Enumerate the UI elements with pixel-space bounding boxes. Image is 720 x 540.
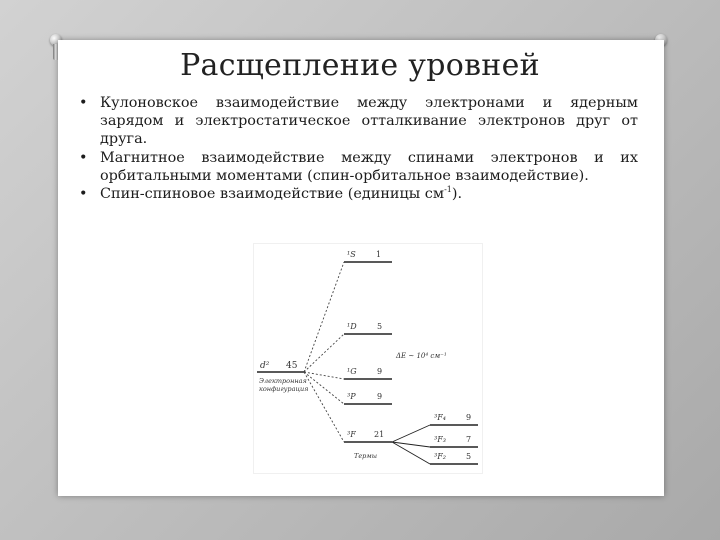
slide-title: Расщепление уровней: [180, 48, 540, 83]
terms-caption: Термы: [354, 452, 378, 460]
bullet-text: Кулоновское взаимодействие между электронами и ядерным зарядом и электростатическое отталкивание электронов друг от друга.: [100, 95, 638, 148]
level-symbol-3F3: ³F₃: [434, 435, 446, 444]
configuration-label: d²: [260, 361, 270, 371]
term-connectors: [304, 262, 344, 442]
bullet-text-end: ).: [451, 186, 463, 203]
term-symbol-1D: ¹D: [347, 322, 357, 331]
bullet-dot: •: [79, 95, 88, 111]
term-degeneracy-1S: 1: [376, 250, 382, 259]
term-degeneracy-1D: 5: [377, 322, 383, 331]
level-symbol-3F2: ³F₂: [434, 452, 446, 461]
term-symbol-3F: ³F: [347, 430, 356, 439]
term-symbol-1G: ¹G: [347, 367, 357, 376]
bullet-item-spin-spin: [72, 185, 638, 203]
bullet-text: Магнитное взаимодействие между спинами электронов и их орбитальными моментами (спин-орбитальное взаимодействие).: [100, 149, 638, 184]
bullet-superscript: -1: [444, 185, 452, 195]
configuration-degeneracy: 45: [286, 361, 298, 371]
term-degeneracy-3P: 9: [377, 392, 383, 401]
configuration-caption-line2: конфигурация: [259, 385, 309, 393]
configuration-caption-line1: Электронная: [259, 377, 307, 385]
level-degeneracy-3F2: 5: [466, 452, 472, 461]
level-degeneracy-3F3: 7: [466, 435, 472, 444]
energy-level-diagram-svg: [254, 244, 482, 473]
energy-note: ΔE ~ 10⁴ см⁻¹: [396, 352, 447, 360]
level-degeneracy-3F4: 9: [466, 413, 472, 422]
bullet-text: Спин-спиновое взаимодействие (единицы см: [100, 186, 445, 203]
bullet-dot: •: [79, 186, 88, 203]
term-degeneracy-1G: 9: [377, 367, 383, 376]
bullet-dot: •: [79, 149, 88, 166]
bullet-list: [72, 94, 638, 203]
bullet-item-spin-orbit: [72, 149, 638, 185]
term-symbol-1S: ¹S: [347, 250, 356, 259]
energy-level-diagram: [253, 243, 483, 474]
bullet-item-coulomb: [72, 94, 638, 149]
term-degeneracy-3F: 21: [374, 430, 385, 439]
level-symbol-3F4: ³F₄: [434, 413, 446, 422]
level-connectors: [392, 425, 430, 464]
term-symbol-3P: ³P: [347, 392, 356, 401]
